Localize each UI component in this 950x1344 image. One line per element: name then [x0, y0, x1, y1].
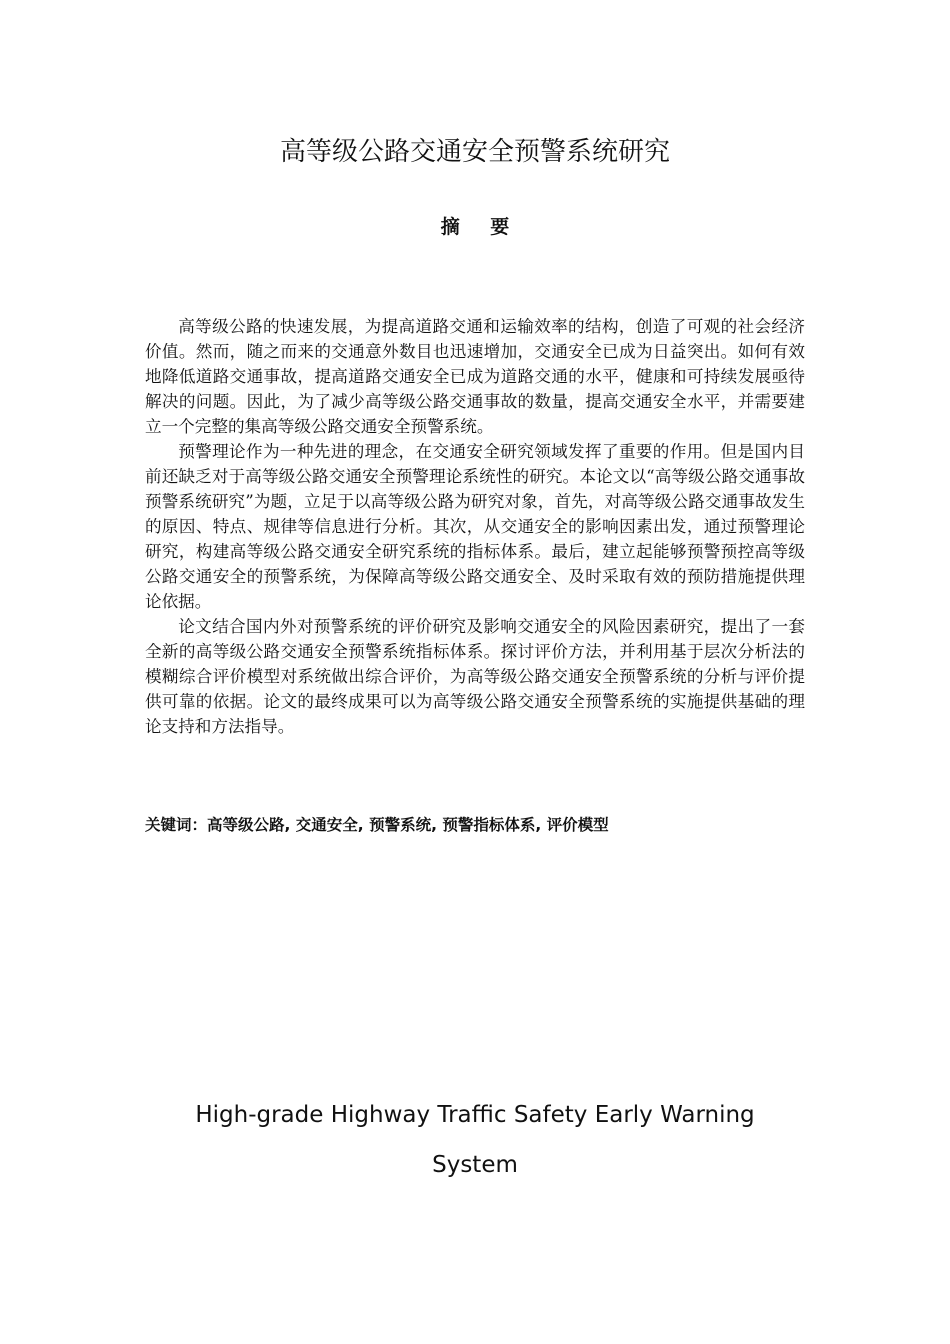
english-title	[0, 1090, 950, 1190]
abstract-paragraph-2: 预警理论作为一种先进的理念，在交通安全研究领域发挥了重要的作用。但是国内目前还缺乏对于高等级公路交通安全预警理论系统性的研究。本论文以“高等级公路交通事故预警系统研究”为题，立足于以高等级公路为研究对象，首先，对高等级公路交通事故发生的原因、特点、规律等信息进行分析。其次，从交通安全的影响因素出发，通过预警理论研究，构建高等级公路交通安全研究系统的指标体系。最后，建立起能够预警预控高等级公路交通安全的预警系统，为保障高等级公路交通安全、及时采取有效的预防措施提供理论依据。	[145, 442, 805, 611]
abstract-paragraph-1: 高等级公路的快速发展，为提高道路交通和运输效率的结构，创造了可观的社会经济价值。然而，随之而来的交通意外数目也迅速增加，交通安全已成为日益突出。如何有效地降低道路交通事故，提高道路交通安全已成为道路交通的水平，健康和可持续发展亟待解决的问题。因此，为了减少高等级公路交通事故的数量，提高交通安全水平，并需要建立一个完整的集高等级公路交通安全预警系统。	[145, 317, 805, 436]
abstract-heading: 摘 要	[440, 216, 522, 238]
english-title-line-2: System	[432, 1152, 518, 1178]
keywords-line: 关键词：高等级公路, 交通安全, 预警系统, 预警指标体系, 评价模型	[145, 816, 609, 834]
abstract-body	[145, 314, 805, 739]
chinese-title: 高等级公路交通安全预警系统研究	[279, 137, 670, 167]
english-title-line-1: High-grade Highway Traffic Safety Early Warning	[195, 1102, 755, 1128]
abstract-paragraph-3: 论文结合国内外对预警系统的评价研究及影响交通安全的风险因素研究，提出了一套全新的高等级公路交通安全预警系统指标体系。探讨评价方法，并利用基于层次分析法的模糊综合评价模型对系统做出综合评价，为高等级公路交通安全预警系统的分析与评价提供可靠的依据。论文的最终成果可以为高等级公路交通安全预警系统的实施提供基础的理论支持和方法指导。	[145, 617, 805, 736]
